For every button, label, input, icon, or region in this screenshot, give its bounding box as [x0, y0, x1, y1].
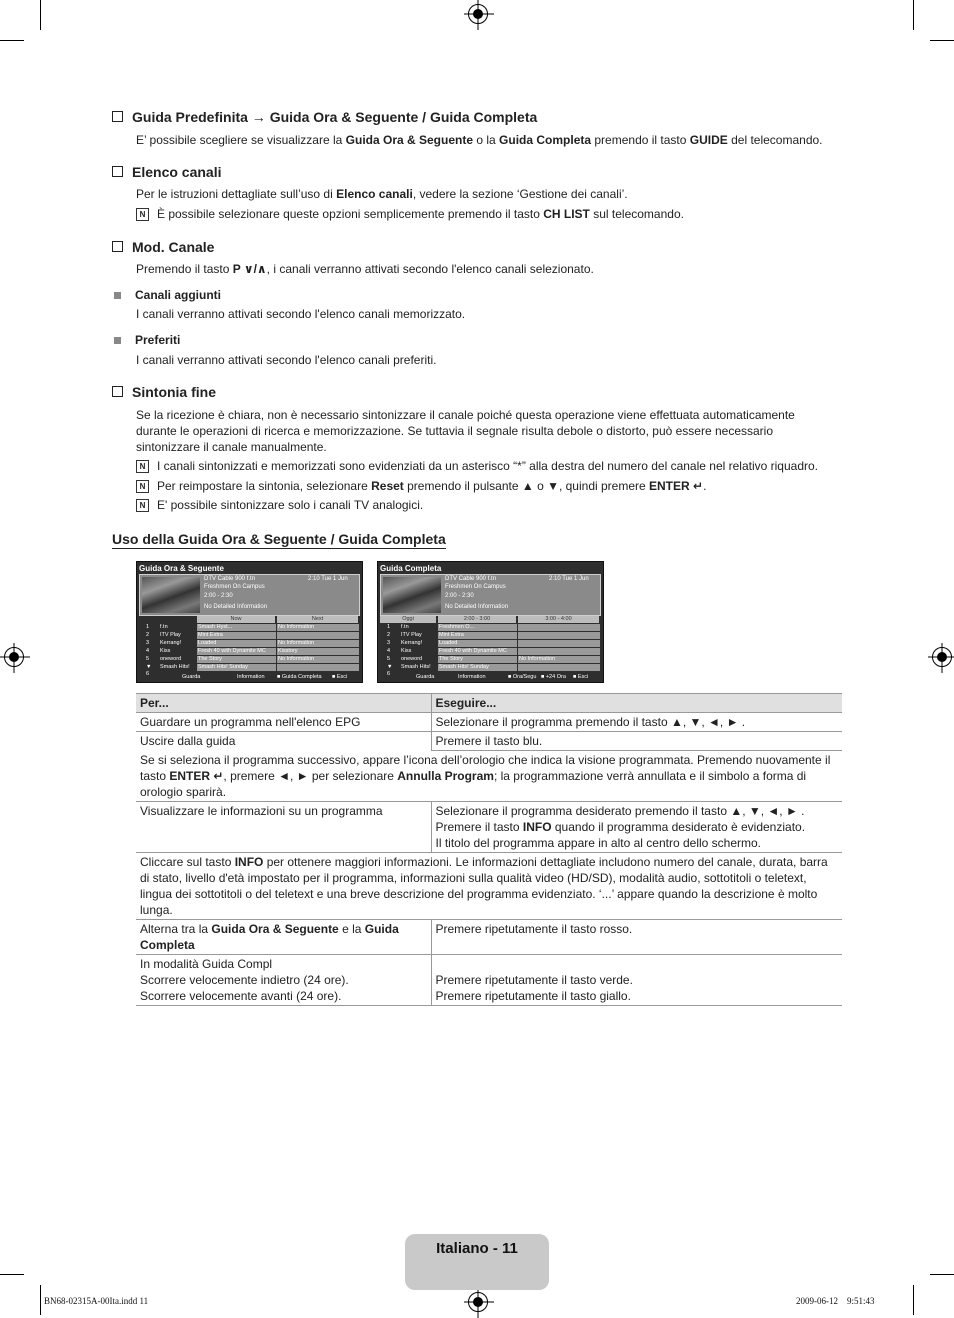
section-text: E’ possibile scegliere se visualizzare la Guida Ora & Seguente o la Guida Completa premendo il tasto GUIDE del telecomando. [136, 133, 823, 147]
clock: 2:10 Tue 1 Jun [549, 576, 589, 582]
guide-row[interactable] [139, 632, 358, 639]
channel-number: ▼ 6 [146, 664, 152, 677]
registration-mark-bottom [468, 1292, 488, 1312]
program-cell: Smash Hyst... [197, 624, 276, 631]
channel-label: ITV Play [160, 632, 181, 638]
program-cell [518, 664, 600, 671]
registration-mark-right [932, 647, 952, 667]
guide-row[interactable] [380, 640, 599, 647]
program-cell: Fresh 40 with Dynamite MC [197, 648, 276, 655]
program-title: Freshmen On Campus [445, 584, 506, 590]
subitem-text: I canali verranno attivati secondo l'elenco canali preferiti. [136, 353, 437, 367]
footer-guarda: Guarda [416, 674, 435, 680]
section-title: Guida Predefinita → Guida Ora & Seguente / Guida Completa [112, 109, 537, 125]
table-row: Se si seleziona il programma successivo, appare l’icona dell’orologio che indica la visione programmata. Premendo nuovamente il tasto ENTER ↵, premere ◄, ► per selezionare Annulla Program; la programmazione verrà annullata e il simbolo a forma di orologio sparirà. [136, 751, 842, 802]
channel-label: Kerrang! [401, 640, 423, 646]
print-file-name: BN68-02315A-00Ita.indd 11 [44, 1296, 149, 1306]
clock: 2:10 Tue 1 Jun [308, 576, 348, 582]
program-cell: No Information [277, 640, 359, 647]
square-bullet-icon [114, 292, 121, 299]
info-panel [380, 574, 601, 616]
note-icon: N [136, 480, 149, 493]
channel-number: 5 [387, 656, 391, 662]
note-line: N E' possibile sintonizzare solo i canali TV analogici. [136, 497, 856, 513]
channel-label: oneword [401, 656, 423, 662]
detail-text: No Detailed Information [204, 604, 268, 610]
program-cell [518, 624, 600, 631]
channel-label: Kerrang! [160, 640, 182, 646]
section-title: Sintonia fine [112, 384, 216, 400]
guide-row[interactable] [380, 624, 599, 631]
program-cell: Loaded [438, 640, 517, 647]
program-cell: The Story [438, 656, 517, 663]
program-cell [518, 648, 600, 655]
subitem-title: Canali aggiunti [114, 287, 221, 303]
grid-header: Oggi 2:00 - 3:00 3:00 - 4:00 [380, 616, 599, 623]
table-row: Uscire dalla guida Premere il tasto blu. [136, 732, 842, 751]
footer-esci: ■ Esci [573, 674, 589, 680]
program-cell: Freshmen O... [438, 624, 517, 631]
channel-number: 1 [146, 624, 150, 630]
program-cell: Loaded [197, 640, 276, 647]
channel-number: 4 [387, 648, 391, 654]
checkbox-bullet-icon [112, 386, 123, 397]
section-mod-canale [112, 239, 214, 255]
registration-mark-left [4, 647, 24, 667]
program-cell: Kisstory [277, 648, 359, 655]
guide-row[interactable] [139, 648, 358, 655]
note-icon: N [136, 499, 149, 512]
checkbox-bullet-icon [112, 241, 123, 252]
channel-label: Kiss [160, 648, 171, 654]
checkbox-bullet-icon [112, 166, 123, 177]
channel-number: ▼ 6 [387, 664, 393, 677]
program-cell [277, 664, 359, 671]
screen-title: Guida Ora & Seguente [139, 564, 224, 573]
square-bullet-icon [114, 337, 121, 344]
guide-row[interactable] [139, 656, 358, 663]
tv-screen-now-next [136, 561, 363, 683]
table-row: In modalità Guida Compl Scorrere velocemente indietro (24 ore). Scorrere velocemente avanti (24 ore). Premere ripetutamente il tasto verde. Premere ripetutamente il tasto giallo. [136, 955, 842, 1006]
grid-header: Now Next [139, 616, 358, 623]
note-icon: N [136, 208, 149, 221]
program-cell: The Story [197, 656, 276, 663]
program-cell: No Information [277, 624, 359, 631]
program-cell: No Information [518, 656, 600, 663]
program-cell [518, 640, 600, 647]
registration-mark-top [468, 4, 488, 24]
footer-info: Information [237, 674, 265, 680]
table-row: Cliccare sul tasto INFO per ottenere maggiori informazioni. Le informazioni dettagliate includono numero del canale, durata, barra di stato, livello d'età impostato per il programma, informazioni sulla qualità video (HD/SD), modalità audio, sottotitoli o teletext, lingua dei sottotitoli o del teletext e una breve descrizione del programma evidenziato. ‘...’ appare quando la descrizione è molto lunga. [136, 853, 842, 920]
note-line: N È possibile selezionare queste opzioni semplicemente premendo il tasto CH LIST sul telecomando. [136, 206, 856, 222]
channel-label: f.tn [401, 624, 409, 630]
page-number-box [405, 1234, 549, 1290]
program-cell [518, 632, 600, 639]
detail-text: No Detailed Information [445, 604, 509, 610]
footer-guarda: Guarda [182, 674, 201, 680]
program-cell: Fresh 40 with Dynamite MC [438, 648, 517, 655]
program-cell: Smash Hits! Sunday [197, 664, 276, 671]
channel-label: Kiss [401, 648, 412, 654]
subitem-text: I canali verranno attivati secondo l'elenco canali memorizzato. [136, 307, 466, 321]
table-header: Per... Eseguire... [136, 694, 842, 713]
note-icon: N [136, 460, 149, 473]
print-timestamp: 2009-06-12 9:51:43 [796, 1296, 875, 1306]
checkbox-bullet-icon [112, 111, 123, 122]
channel-number: 1 [387, 624, 391, 630]
footer-24-ora: ■ +24 Ora [541, 674, 566, 680]
section-elenco-canali [112, 164, 221, 180]
channel-name: DTV Cable 900 f.tn [445, 576, 497, 582]
channel-label: oneword [160, 656, 182, 662]
channel-number: 5 [146, 656, 150, 662]
section-title: Elenco canali [112, 164, 221, 180]
tv-screen-full-guide [377, 561, 604, 683]
table-row: Visualizzare le informazioni su un programma Selezionare il programma desiderato premendo il tasto ▲, ▼, ◄, ► . Premere il tasto INFO quando il programma desiderato è evidenziato. Il titolo del programma appare in alto al centro dello schermo. [136, 802, 842, 853]
channel-number: 2 [387, 632, 391, 638]
time-slot: 2:00 - 2:30 [445, 593, 474, 599]
guide-row[interactable] [380, 656, 599, 663]
guide-row[interactable] [380, 632, 599, 639]
section-sintonia-fine [112, 384, 216, 400]
section-guida-predefinita [112, 109, 537, 125]
program-cell: Mint Extra [197, 632, 276, 639]
channel-number: 3 [146, 640, 150, 646]
footer-guida-completa: ■ Guida Completa [277, 674, 322, 680]
screen-title: Guida Completa [380, 564, 442, 573]
section-title: Mod. Canale [112, 239, 214, 255]
note-line: N Per reimpostare la sintonia, selezionare Reset premendo il pulsante ▲ o ▼, quindi premere ENTER ↵. [136, 478, 856, 494]
footer-ora-segu: ■ Ora/Segu [508, 674, 537, 680]
section-text: Se la ricezione è chiara, non è necessario sintonizzare il canale poiché questa operazione viene effettuata automaticamente durante le operazioni di ricerca e memorizzazione. Se tuttavia il segnale risulta debole o distorto, può essere necessario sintonizzare il canale manualmente. [136, 408, 795, 454]
guide-row[interactable] [139, 624, 358, 631]
channel-number: 4 [146, 648, 150, 654]
program-cell [277, 632, 359, 639]
program-cell: Mint Extra [438, 632, 517, 639]
guide-row[interactable] [139, 640, 358, 647]
channel-label: ITV Play [401, 632, 422, 638]
action-table [136, 693, 842, 1006]
video-thumbnail [383, 577, 441, 613]
channel-number: 2 [146, 632, 150, 638]
footer-esci: ■ Esci [332, 674, 348, 680]
guide-row[interactable] [380, 648, 599, 655]
page-number: Italiano - 11 [436, 1240, 518, 1257]
section-text: Per le istruzioni dettagliate sull’uso di Elenco canali, vedere la sezione ‘Gestione dei canali’. [136, 187, 628, 201]
note-line: N I canali sintonizzati e memorizzati sono evidenziati da un asterisco “*” alla destra del numero del canale nel relativo riquadro. [136, 458, 856, 474]
time-slot: 2:00 - 2:30 [204, 593, 233, 599]
channel-label: Smash Hits! [401, 664, 431, 670]
info-panel [139, 574, 360, 616]
video-thumbnail [142, 577, 200, 613]
footer-info: Information [458, 674, 486, 680]
channel-name: DTV Cable 900 f.tn [204, 576, 256, 582]
table-row: Alterna tra la Guida Ora & Seguente e la Guida Completa Premere ripetutamente il tasto rosso. [136, 920, 842, 955]
subheading: Uso della Guida Ora & Seguente / Guida Completa [112, 531, 446, 547]
channel-label: Smash Hits! [160, 664, 190, 670]
channel-number: 3 [387, 640, 391, 646]
program-cell: No Information [277, 656, 359, 663]
table-row: Guardare un programma nell'elenco EPG Selezionare il programma premendo il tasto ▲, ▼, ◄, ► . [136, 713, 842, 732]
program-cell: Smash Hits! Sunday [438, 664, 517, 671]
program-title: Freshmen On Campus [204, 584, 265, 590]
subitem-title: Preferiti [114, 332, 180, 348]
section-text: Premendo il tasto P ∨/∧, i canali verranno attivati secondo l'elenco canali selezionato. [136, 262, 594, 276]
channel-label: f.tn [160, 624, 168, 630]
